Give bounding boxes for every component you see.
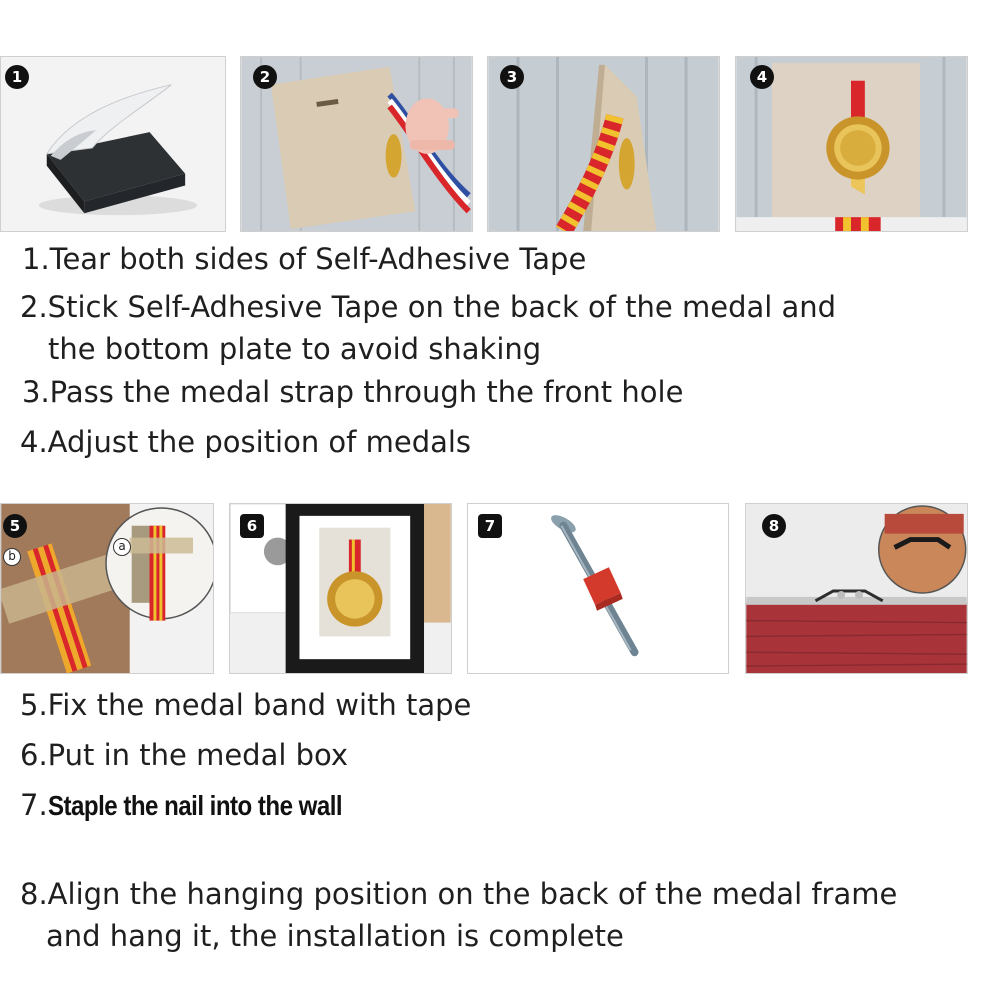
step-5-text: 5.Fix the medal band with tape <box>20 688 472 722</box>
step-badge: 6 <box>240 514 264 538</box>
step-badge: 5 <box>3 514 27 538</box>
step-8-photo <box>745 503 968 674</box>
step-badge: 4 <box>750 65 774 89</box>
board-medal-image <box>241 57 472 231</box>
step-2-line-1: 2.Stick Self-Adhesive Tape on the back of the medal and <box>20 290 837 324</box>
step-4-text: 4.Adjust the position of medals <box>20 425 472 459</box>
step-6-text: 6.Put in the medal box <box>20 738 349 772</box>
step-badge: 3 <box>500 65 524 89</box>
band-tape-image <box>1 504 213 673</box>
step-7-bold-text: Staple the nail into the wall <box>47 790 342 821</box>
step-badge: 8 <box>762 514 786 538</box>
nail-icon <box>468 504 728 673</box>
step-2-photo <box>240 56 473 232</box>
adhesive-tape-image <box>1 57 225 231</box>
step-2-text <box>20 286 836 370</box>
step-1-photo <box>0 56 226 232</box>
step-8-line-2: and hang it, the installation is complete <box>46 919 624 953</box>
step-badge: 7 <box>478 514 502 538</box>
step-2-line-2: the bottom plate to avoid shaking <box>48 332 542 366</box>
step-3-text: 3.Pass the medal strap through the front hole <box>22 375 684 409</box>
step-7-photo <box>467 503 729 674</box>
step-8-text <box>20 873 897 957</box>
sub-label-a: a <box>113 538 131 556</box>
step-3-photo <box>487 56 720 232</box>
step-badge: 1 <box>5 65 29 89</box>
step-7-prefix: 7. <box>20 788 48 822</box>
step-1-text: 1.Tear both sides of Self-Adhesive Tape <box>22 242 587 276</box>
step-6-photo <box>229 503 452 674</box>
step-8-line-1: 8.Align the hanging position on the back of the medal frame <box>20 877 898 911</box>
step-4-photo <box>735 56 968 232</box>
step-badge: 2 <box>253 65 277 89</box>
step-7-text <box>20 784 390 827</box>
sub-label-b: b <box>3 548 21 566</box>
step-5-photo <box>0 503 214 674</box>
strap-through-hole-image <box>488 57 719 231</box>
